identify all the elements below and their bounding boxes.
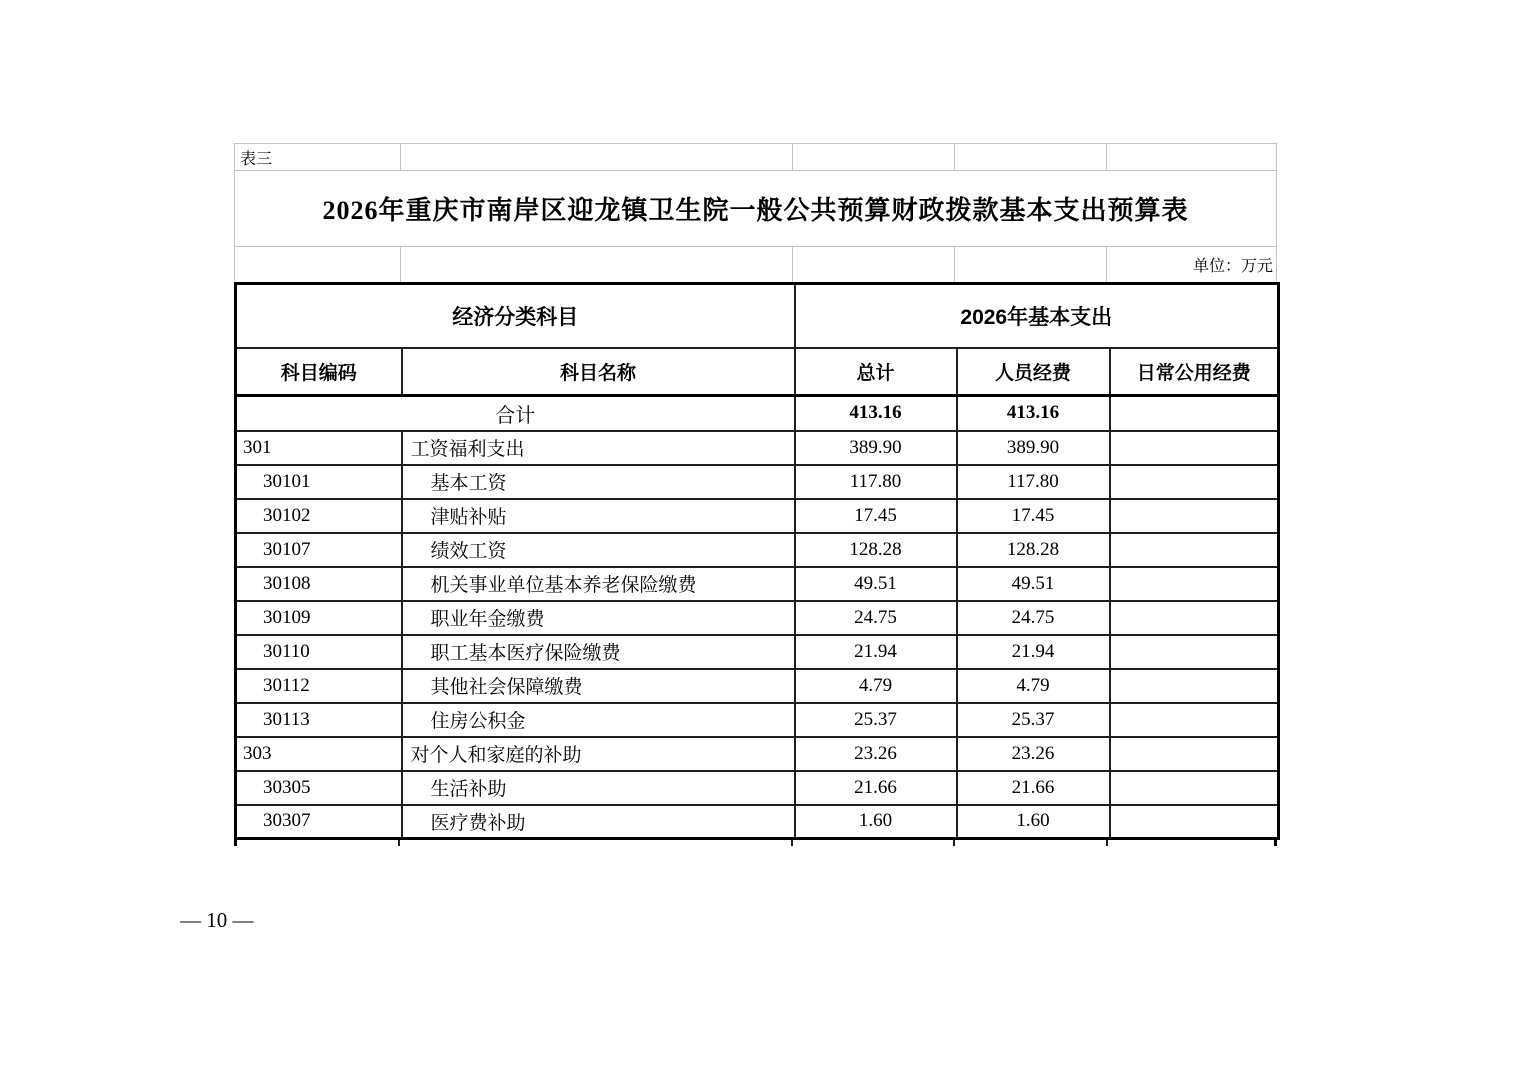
personnel-cell: 49.51 — [957, 567, 1110, 601]
col-header-total: 总计 — [795, 348, 957, 396]
stub-cell — [793, 840, 955, 846]
table-row — [236, 499, 1279, 533]
subject-name: 津贴补贴 — [402, 499, 795, 533]
subject-code: 30109 — [236, 601, 402, 635]
table-meta-grid — [234, 143, 1277, 282]
total-row — [236, 396, 1279, 431]
table-label: 表三 — [240, 150, 273, 168]
page-title: 2026年重庆市南岸区迎龙镇卫生院一般公共预算财政拨款基本支出预算表 — [322, 196, 1189, 225]
header-economic-classification: 经济分类科目 — [236, 284, 795, 348]
daily-cell — [1110, 635, 1279, 669]
table-row — [236, 465, 1279, 499]
daily-cell — [1110, 499, 1279, 533]
total-cell: 25.37 — [795, 703, 957, 737]
subject-code: 30102 — [236, 499, 402, 533]
subject-code: 30107 — [236, 533, 402, 567]
table-row — [236, 601, 1279, 635]
subject-code: 30307 — [236, 805, 402, 839]
meta-cell — [793, 144, 955, 170]
subject-name: 工资福利支出 — [402, 431, 795, 465]
subject-name: 对个人和家庭的补助 — [402, 737, 795, 771]
total-cell: 389.90 — [795, 431, 957, 465]
header-group-row — [236, 284, 1279, 348]
personnel-cell: 23.26 — [957, 737, 1110, 771]
meta-row-unit — [234, 246, 1277, 282]
total-cell: 128.28 — [795, 533, 957, 567]
table-row — [236, 805, 1279, 839]
daily-cell — [1110, 533, 1279, 567]
document-content — [234, 143, 1277, 846]
table-row — [236, 431, 1279, 465]
subject-code: 30110 — [236, 635, 402, 669]
personnel-cell: 117.80 — [957, 465, 1110, 499]
table-row — [236, 703, 1279, 737]
subject-name: 医疗费补助 — [402, 805, 795, 839]
personnel-cell: 4.79 — [957, 669, 1110, 703]
col-header-personnel: 人员经费 — [957, 348, 1110, 396]
subject-code: 30101 — [236, 465, 402, 499]
personnel-cell: 128.28 — [957, 533, 1110, 567]
subject-code: 30113 — [236, 703, 402, 737]
table-row — [236, 737, 1279, 771]
total-personnel-value: 413.16 — [957, 396, 1110, 431]
meta-row-top — [234, 143, 1277, 171]
meta-cell — [955, 144, 1108, 170]
total-label: 合计 — [236, 396, 795, 431]
subject-name: 机关事业单位基本养老保险缴费 — [402, 567, 795, 601]
meta-cell — [401, 144, 793, 170]
total-cell: 17.45 — [795, 499, 957, 533]
clipped-next-row — [234, 840, 1277, 846]
meta-cell — [1107, 144, 1276, 170]
daily-cell — [1110, 703, 1279, 737]
subject-name: 生活补助 — [402, 771, 795, 805]
subject-name: 绩效工资 — [402, 533, 795, 567]
daily-cell — [1110, 465, 1279, 499]
table-row — [236, 771, 1279, 805]
total-cell: 21.66 — [795, 771, 957, 805]
subject-code: 30305 — [236, 771, 402, 805]
total-daily-value — [1110, 396, 1279, 431]
meta-cell — [401, 247, 793, 282]
subject-name: 基本工资 — [402, 465, 795, 499]
subject-code: 303 — [236, 737, 402, 771]
total-cell: 4.79 — [795, 669, 957, 703]
daily-cell — [1110, 431, 1279, 465]
meta-cell — [235, 144, 401, 170]
subject-name: 职业年金缴费 — [402, 601, 795, 635]
total-cell: 23.26 — [795, 737, 957, 771]
table-row — [236, 533, 1279, 567]
daily-cell — [1110, 601, 1279, 635]
personnel-cell: 24.75 — [957, 601, 1110, 635]
total-cell: 1.60 — [795, 805, 957, 839]
total-cell: 117.80 — [795, 465, 957, 499]
unit-note: 单位：万元 — [1192, 258, 1273, 275]
daily-cell — [1110, 771, 1279, 805]
daily-cell — [1110, 669, 1279, 703]
total-cell: 24.75 — [795, 601, 957, 635]
title-row — [234, 171, 1277, 246]
table-row — [236, 635, 1279, 669]
column-header-row — [236, 348, 1279, 396]
daily-cell — [1110, 737, 1279, 771]
personnel-cell: 17.45 — [957, 499, 1110, 533]
table-row — [236, 567, 1279, 601]
total-cell: 49.51 — [795, 567, 957, 601]
subject-code: 30108 — [236, 567, 402, 601]
col-header-subject-code: 科目编码 — [236, 348, 402, 396]
total-cell: 21.94 — [795, 635, 957, 669]
daily-cell — [1110, 805, 1279, 839]
col-header-subject-name: 科目名称 — [402, 348, 795, 396]
header-basic-expenditure: 2026年基本支出 — [795, 284, 1279, 348]
col-header-daily-public: 日常公用经费 — [1110, 348, 1279, 396]
meta-cell — [235, 247, 401, 282]
personnel-cell: 389.90 — [957, 431, 1110, 465]
subject-code: 30112 — [236, 669, 402, 703]
personnel-cell: 1.60 — [957, 805, 1110, 839]
meta-cell — [955, 247, 1108, 282]
personnel-cell: 25.37 — [957, 703, 1110, 737]
personnel-cell: 21.94 — [957, 635, 1110, 669]
personnel-cell: 21.66 — [957, 771, 1110, 805]
budget-table — [234, 282, 1280, 840]
total-value: 413.16 — [795, 396, 957, 431]
subject-code: 301 — [236, 431, 402, 465]
stub-cell — [1108, 840, 1274, 846]
stub-cell — [955, 840, 1108, 846]
meta-cell — [1107, 247, 1276, 282]
subject-name: 职工基本医疗保险缴费 — [402, 635, 795, 669]
meta-cell — [793, 247, 955, 282]
daily-cell — [1110, 567, 1279, 601]
stub-cell — [400, 840, 793, 846]
subject-name: 住房公积金 — [402, 703, 795, 737]
table-row — [236, 669, 1279, 703]
subject-name: 其他社会保障缴费 — [402, 669, 795, 703]
stub-cell — [237, 840, 400, 846]
page-number: — 10 — — [180, 908, 254, 932]
